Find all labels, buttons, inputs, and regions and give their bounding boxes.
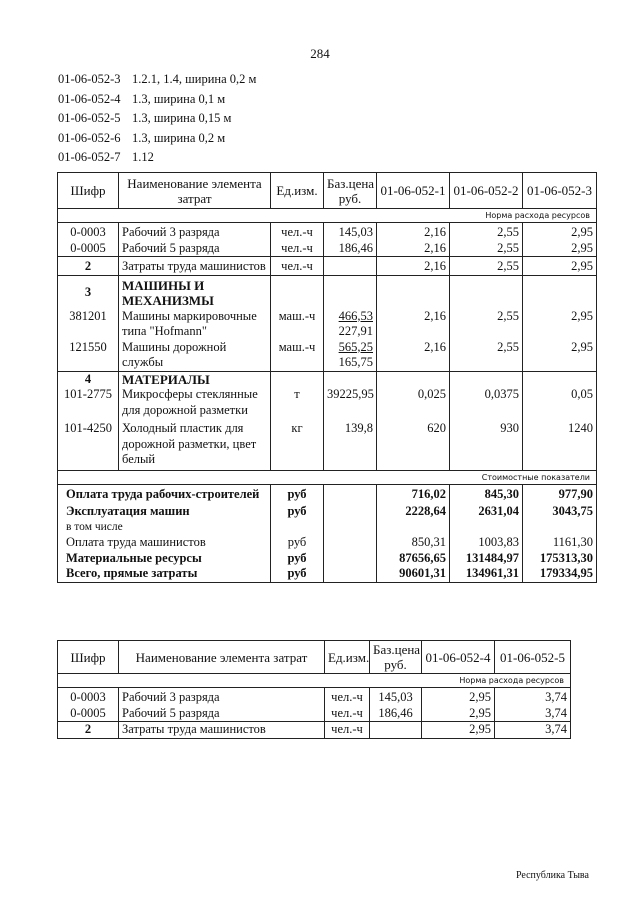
cell-name: Затраты труда машинистов [119,257,271,276]
cell-value: 2,55 [450,257,523,276]
cell-code: 0-0005 [58,241,119,257]
col-header-2: 01-06-052-2 [450,173,523,209]
cell-value: 1240 [523,418,597,470]
cell-value: 2,16 [377,241,450,257]
code-list-item [58,129,256,149]
table-header-row [58,173,597,209]
price-wage: 227,91 [338,324,373,338]
cell-value: 2,95 [422,688,495,706]
cost-unit: руб [271,566,324,582]
cell-code: 381201 [58,309,119,340]
code-desc: 1.2.1, 1.4, ширина 0,2 м [132,72,257,86]
cell-unit: чел.-ч [271,257,324,276]
norm-label: Норма расхода ресурсов [58,674,571,688]
cost-name: Всего, прямые затраты [58,566,271,582]
cell-unit: чел.-ч [325,722,370,739]
col-header-price: Баз.цена руб. [324,173,377,209]
cell-name: Машины маркировочные типа "Hofmann" [119,309,271,340]
cell-name: Рабочий 3 разряда [119,688,325,706]
col-header-unit: Ед.изм. [271,173,324,209]
cost-row [58,484,597,502]
col-header-5: 01-06-052-5 [495,641,571,674]
cell-price: 186,46 [370,706,422,722]
norm-label-row [58,209,597,223]
cell-value: 2,55 [450,340,523,372]
table-row [58,223,597,241]
resource-table-1 [57,172,597,583]
table-row [58,418,597,470]
col-header-code: Шифр [58,641,119,674]
cost-value: 1003,83 [450,535,523,551]
resource-table-2 [57,640,571,739]
cost-name: Материальные ресурсы [58,551,271,567]
cell-unit: чел.-ч [271,241,324,257]
col-header-code: Шифр [58,173,119,209]
cell-unit: чел.-ч [271,223,324,241]
cell-price [324,309,377,340]
cell-value: 2,95 [422,722,495,739]
cost-name: Оплата труда рабочих-строителей [58,484,271,502]
col-header-name: Наименование элемента затрат [119,173,271,209]
cell-unit: чел.-ч [325,688,370,706]
code: 01-06-052-3 [58,72,121,86]
cell-value: 2,95 [523,257,597,276]
page-number: 284 [310,46,330,61]
cell-code: 2 [58,257,119,276]
section-number: 3 [58,275,119,309]
cell-name: Рабочий 5 разряда [119,241,271,257]
section-title: МАТЕРИАЛЫ [119,371,271,387]
price-wage: 165,75 [338,355,373,369]
cost-value: 2631,04 [450,502,523,520]
cost-value: 2228,64 [377,502,450,520]
cost-value: 716,02 [377,484,450,502]
cost-name: Оплата труда машинистов [58,535,271,551]
table-row [58,241,597,257]
cost-row [58,535,597,551]
cell-code: 0-0003 [58,223,119,241]
code-list [58,70,256,168]
code-list-item [58,70,256,90]
cost-row [58,502,597,520]
cell-price [324,257,377,276]
price-full: 565,25 [338,339,373,354]
cost-value: 87656,65 [377,551,450,567]
cell-name: Холодный пластик для дорожной разметки, цвет белый [119,418,271,470]
cell-name: Затраты труда машинистов [119,722,325,739]
col-header-price: Баз.цена руб. [370,641,422,674]
cost-value: 90601,31 [377,566,450,582]
cell-price: 145,03 [370,688,422,706]
code-desc: 1.3, ширина 0,1 м [132,91,226,106]
cell-unit: кг [271,418,324,470]
cell-value: 2,55 [450,241,523,257]
norm-label-row [58,674,571,688]
cell-price: 145,03 [324,223,377,241]
cost-unit: руб [271,502,324,520]
code-list-item [58,148,256,168]
cost-value: 134961,31 [450,566,523,582]
cell-value: 2,16 [377,257,450,276]
cost-value: 1161,30 [523,535,597,551]
cell-value: 2,95 [422,706,495,722]
cost-name: Эксплуатация машин [58,502,271,520]
cost-value: 845,30 [450,484,523,502]
code-desc: 1.3, ширина 0,15 м [132,111,232,125]
table-row [58,706,571,722]
cell-value: 2,95 [523,309,597,340]
cell-name: Рабочий 5 разряда [119,706,325,722]
cost-unit: руб [271,551,324,567]
code: 01-06-052-6 [58,130,121,145]
cell-value: 0,0375 [450,387,523,418]
cell-value: 2,16 [377,340,450,372]
cell-value: 2,55 [450,309,523,340]
cell-name: Машины дорожной службы [119,340,271,372]
code: 01-06-052-7 [58,150,121,164]
cell-name: Микросферы стеклянные для дорожной разметки [119,387,271,418]
cell-unit: т [271,387,324,418]
cell-code: 101-4250 [58,418,119,470]
cost-label: Стоимостные показатели [58,470,597,484]
cell-code: 101-2775 [58,387,119,418]
cost-value: 850,31 [377,535,450,551]
cell-value: 2,16 [377,309,450,340]
cost-row [58,566,597,582]
cost-value: 3043,75 [523,502,597,520]
cell-value: 3,74 [495,722,571,739]
cost-unit: руб [271,535,324,551]
cell-price: 39225,95 [324,387,377,418]
cost-value: 175313,30 [523,551,597,567]
cost-value: 131484,97 [450,551,523,567]
col-header-unit: Ед.изм. [325,641,370,674]
cost-label-row [58,470,597,484]
code: 01-06-052-4 [58,91,121,106]
code: 01-06-052-5 [58,111,121,125]
cost-unit: руб [271,484,324,502]
code-list-item [58,90,256,110]
cell-price [370,722,422,739]
norm-label: Норма расхода ресурсов [58,209,597,223]
cell-value: 2,95 [523,340,597,372]
cost-row [58,551,597,567]
region-footer: Республика Тыва [516,870,589,881]
cell-price [324,340,377,372]
cell-value: 0,05 [523,387,597,418]
table-row [58,387,597,418]
table-row [58,309,597,340]
col-header-1: 01-06-052-1 [377,173,450,209]
cell-code: 2 [58,722,119,739]
cell-value: 930 [450,418,523,470]
cell-value: 3,74 [495,706,571,722]
col-header-4: 01-06-052-4 [422,641,495,674]
cell-value: 0,025 [377,387,450,418]
section-row [58,371,597,387]
cost-name: в том числе [58,520,271,536]
price-full: 466,53 [338,308,373,323]
cell-price: 139,8 [324,418,377,470]
table-row [58,257,597,276]
code-desc: 1.3, ширина 0,2 м [132,130,226,145]
cell-value: 620 [377,418,450,470]
section-row [58,275,597,309]
table-row [58,688,571,706]
cell-value: 2,95 [523,223,597,241]
table-row [58,722,571,739]
cell-value: 3,74 [495,688,571,706]
cost-value: 977,90 [523,484,597,502]
cell-value: 2,95 [523,241,597,257]
cell-value: 2,55 [450,223,523,241]
section-title: МАШИНЫ И МЕХАНИЗМЫ [119,275,271,309]
cost-value: 179334,95 [523,566,597,582]
cell-code: 0-0005 [58,706,119,722]
table-row [58,340,597,372]
cell-unit: маш.-ч [271,340,324,372]
cell-unit: маш.-ч [271,309,324,340]
cell-code: 121550 [58,340,119,372]
cell-name: Рабочий 3 разряда [119,223,271,241]
cell-price: 186,46 [324,241,377,257]
code-desc: 1.12 [132,150,154,164]
cell-unit: чел.-ч [325,706,370,722]
cost-row [58,520,597,536]
section-number: 4 [58,371,119,387]
cell-value: 2,16 [377,223,450,241]
code-list-item [58,109,256,129]
table-header-row [58,641,571,674]
col-header-name: Наименование элемента затрат [119,641,325,674]
cell-code: 0-0003 [58,688,119,706]
col-header-3: 01-06-052-3 [523,173,597,209]
